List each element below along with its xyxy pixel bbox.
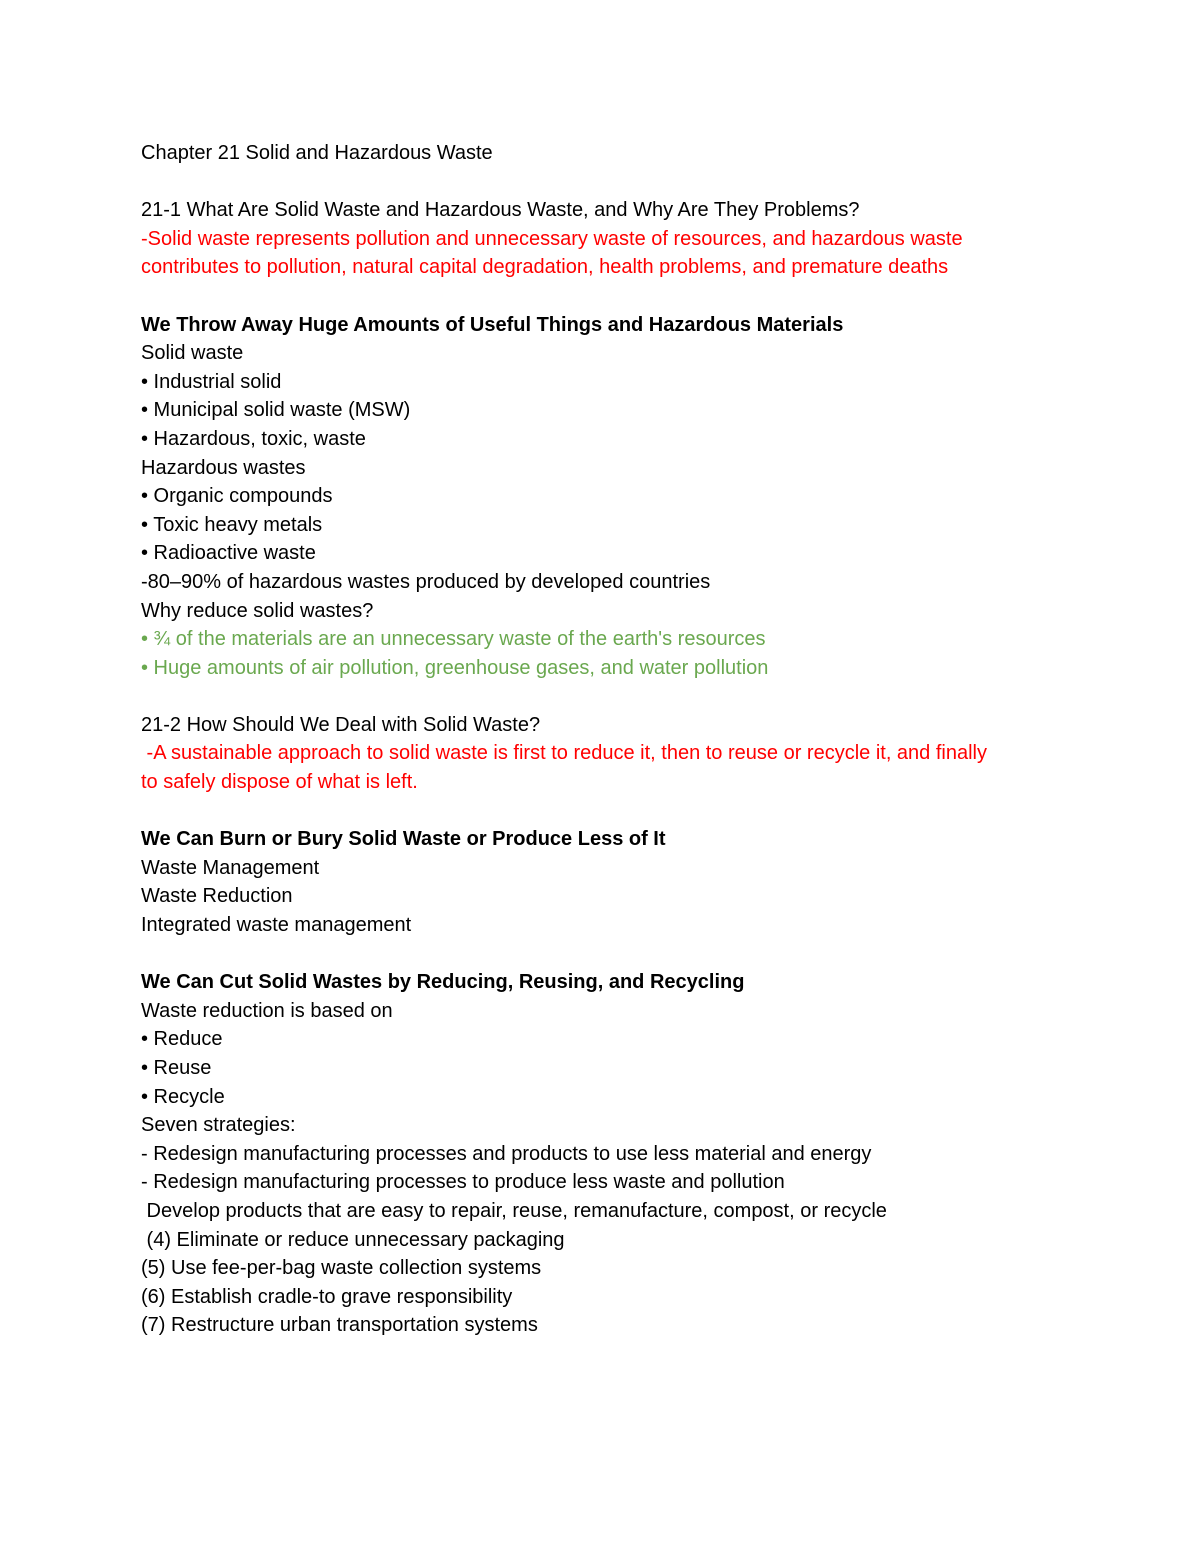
subheading-cut-solid-wastes: We Can Cut Solid Wastes by Reducing, Reusing, and Recycling — [141, 971, 745, 994]
section-heading-21-1: 21-1 What Are Solid Waste and Hazardous Waste, and Why Are They Problems? — [141, 199, 860, 222]
strategy-item: (7) Restructure urban transportation systems — [141, 1314, 538, 1337]
spacer — [141, 682, 1101, 711]
spacer — [141, 282, 1101, 311]
list-item: • Huge amounts of air pollution, greenhouse gases, and water pollution — [141, 656, 769, 679]
list-item: • Reduce — [141, 1028, 223, 1051]
list-label: Solid waste — [141, 342, 244, 365]
list-item: Integrated waste management — [141, 914, 412, 937]
strategy-item: - Redesign manufacturing processes and products to use less material and energy — [141, 1142, 872, 1165]
section-summary-line: -A sustainable approach to solid waste is first to reduce it, then to reuse or recycle it, and finally — [141, 742, 987, 765]
list-item: • Radioactive waste — [141, 542, 316, 565]
list-item: • ¾ of the materials are an unnecessary waste of the earth's resources — [141, 628, 766, 651]
strategy-item: (4) Eliminate or reduce unnecessary packaging — [141, 1228, 565, 1251]
list-item: • Hazardous, toxic, waste — [141, 427, 366, 450]
list-label: Why reduce solid wastes? — [141, 599, 374, 622]
list-item: • Municipal solid waste (MSW) — [141, 399, 411, 422]
spacer — [141, 940, 1101, 969]
list-item: • Organic compounds — [141, 485, 333, 508]
strategy-item: Develop products that are easy to repair, reuse, remanufacture, compost, or recycle — [141, 1199, 887, 1222]
document-page — [141, 139, 1101, 1340]
list-item: • Toxic heavy metals — [141, 513, 323, 536]
statistic-line: -80–90% of hazardous wastes produced by developed countries — [141, 570, 711, 593]
list-label: Seven strategies: — [141, 1114, 296, 1137]
list-item: • Reuse — [141, 1057, 212, 1079]
list-item: Waste Reduction — [141, 885, 293, 908]
list-item: • Industrial solid — [141, 370, 282, 393]
list-item: • Recycle — [141, 1085, 225, 1108]
strategy-item: (6) Establish cradle-to grave responsibility — [141, 1285, 513, 1308]
section-heading-21-2: 21-2 How Should We Deal with Solid Waste? — [141, 713, 541, 736]
list-label: Hazardous wastes — [141, 456, 306, 479]
section-summary-line: -Solid waste represents pollution and unnecessary waste of resources, and hazardous waste — [141, 227, 963, 250]
subheading-throw-away: We Throw Away Huge Amounts of Useful Things and Hazardous Materials — [141, 313, 844, 336]
section-summary-line: contributes to pollution, natural capital degradation, health problems, and premature deaths — [141, 256, 949, 279]
document-title: Chapter 21 Solid and Hazardous Waste — [141, 142, 493, 164]
spacer — [141, 797, 1101, 826]
spacer — [141, 168, 1101, 197]
list-label: Waste reduction is based on — [141, 999, 393, 1022]
subheading-burn-bury: We Can Burn or Bury Solid Waste or Produce Less of It — [141, 828, 666, 851]
section-summary-line: to safely dispose of what is left. — [141, 771, 418, 794]
list-item: Waste Management — [141, 856, 320, 879]
strategy-item: (5) Use fee-per-bag waste collection systems — [141, 1257, 542, 1280]
strategy-item: - Redesign manufacturing processes to produce less waste and pollution — [141, 1171, 785, 1194]
